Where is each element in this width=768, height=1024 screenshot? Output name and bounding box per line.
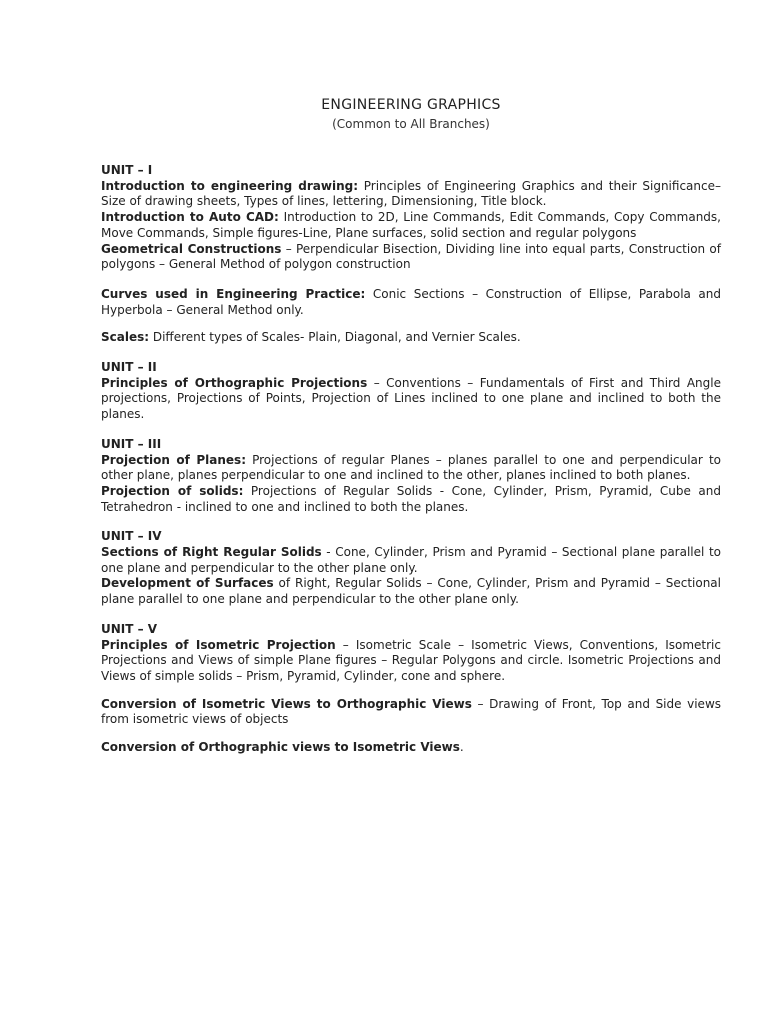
unit-section-1 <box>101 163 721 346</box>
topic-title: Curves used in Engineering Practice: <box>101 286 366 301</box>
topic-title: Principles of Isometric Projection <box>101 637 336 652</box>
unit-heading: UNIT – IV <box>101 529 162 544</box>
topic-text: of Right, Regular Solids – Cone, Cylinder, Prism and Pyramid – Sectional plane parallel to one plane and perpendicular to the other plane only. <box>101 576 721 607</box>
unit-section-5 <box>101 622 721 756</box>
topic-paragraph <box>101 638 721 685</box>
topic-text: Different types of Scales- Plain, Diagonal, and Vernier Scales. <box>149 330 521 345</box>
unit-section-4 <box>101 529 721 608</box>
topic-text: Projections of regular Planes – planes parallel to one and perpendicular to other plane, planes perpendicular to one and inclined to the other, planes inclined to both planes. <box>101 452 721 483</box>
topic-title: Principles of Orthographic Projections <box>101 375 368 390</box>
page-title: ENGINEERING GRAPHICS <box>321 97 501 113</box>
topic-text: – Perpendicular Bisection, Dividing line into equal parts, Construction of polygons – General Method of polygon construction <box>101 241 721 272</box>
topic-title: Geometrical Constructions <box>101 241 282 256</box>
topic-text: Principles of Engineering Graphics and their Significance– Size of drawing sheets, Types of lines, lettering, Dimensioning, Title block. <box>101 178 721 209</box>
unit-section-2 <box>101 360 721 423</box>
topic-paragraph <box>101 576 721 607</box>
unit-section-3 <box>101 437 721 516</box>
topic-paragraph <box>101 376 721 423</box>
topic-text: – Drawing of Front, Top and Side views from isometric views of objects <box>101 696 722 727</box>
topic-text: - Cone, Cylinder, Prism and Pyramid – Sectional plane parallel to one plane and perpendicular to the other plane only. <box>101 545 721 575</box>
topic-paragraph <box>101 545 721 576</box>
topic-paragraph <box>101 484 721 515</box>
topic-title: Introduction to engineering drawing: <box>101 178 359 193</box>
topic-text: Conic Sections – Construction of Ellipse, Parabola and Hyperbola – General Method only. <box>101 286 722 317</box>
topic-paragraph <box>101 287 721 318</box>
topic-title: Projection of Planes: <box>101 452 246 467</box>
topic-title: Sections of Right Regular Solids <box>101 545 322 560</box>
unit-heading: UNIT – I <box>101 163 153 177</box>
unit-heading: UNIT – V <box>101 621 158 636</box>
topic-text: – Conventions – Fundamentals of First and Third Angle projections, Projections of Points, Projection of Lines inclined to one plane and inclined to both the planes. <box>101 375 721 422</box>
syllabus-content <box>101 163 721 756</box>
unit-heading: UNIT – II <box>101 360 157 375</box>
topic-paragraph <box>101 453 721 484</box>
topic-title: Development of Surfaces <box>101 576 274 591</box>
unit-heading: UNIT – III <box>101 436 162 451</box>
topic-paragraph <box>101 210 721 241</box>
topic-title: Scales: <box>101 330 150 345</box>
topic-text: Introduction to 2D, Line Commands, Edit Commands, Copy Commands, Move Commands, Simple figures-Line, Plane surfaces, solid section and regular polygons <box>101 210 721 240</box>
topic-paragraph <box>101 697 721 728</box>
topic-text: . <box>459 740 464 755</box>
topic-text: Projections of Regular Solids - Cone, Cylinder, Prism, Pyramid, Cube and Tetrahedron - inclined to one and inclined to both the planes. <box>101 483 721 514</box>
topic-text: – Isometric Scale – Isometric Views, Conventions, Isometric Projections and Views of simple Plane figures – Regular Polygons and circle. Isometric Projections and Views of simple solids – Prism, Pyramid, Cylinder, cone and sphere. <box>101 637 721 683</box>
topic-paragraph <box>101 179 721 210</box>
topic-title: Projection of solids: <box>101 483 244 498</box>
topic-title: Conversion of Isometric Views to Orthographic Views <box>101 696 472 711</box>
topic-paragraph <box>101 330 721 346</box>
topic-title: Conversion of Orthographic views to Isometric Views <box>101 740 460 755</box>
topic-paragraph <box>101 740 721 756</box>
topic-title: Introduction to Auto CAD: <box>101 210 279 225</box>
page-subtitle: (Common to All Branches) <box>332 117 490 131</box>
topic-paragraph <box>101 242 721 273</box>
